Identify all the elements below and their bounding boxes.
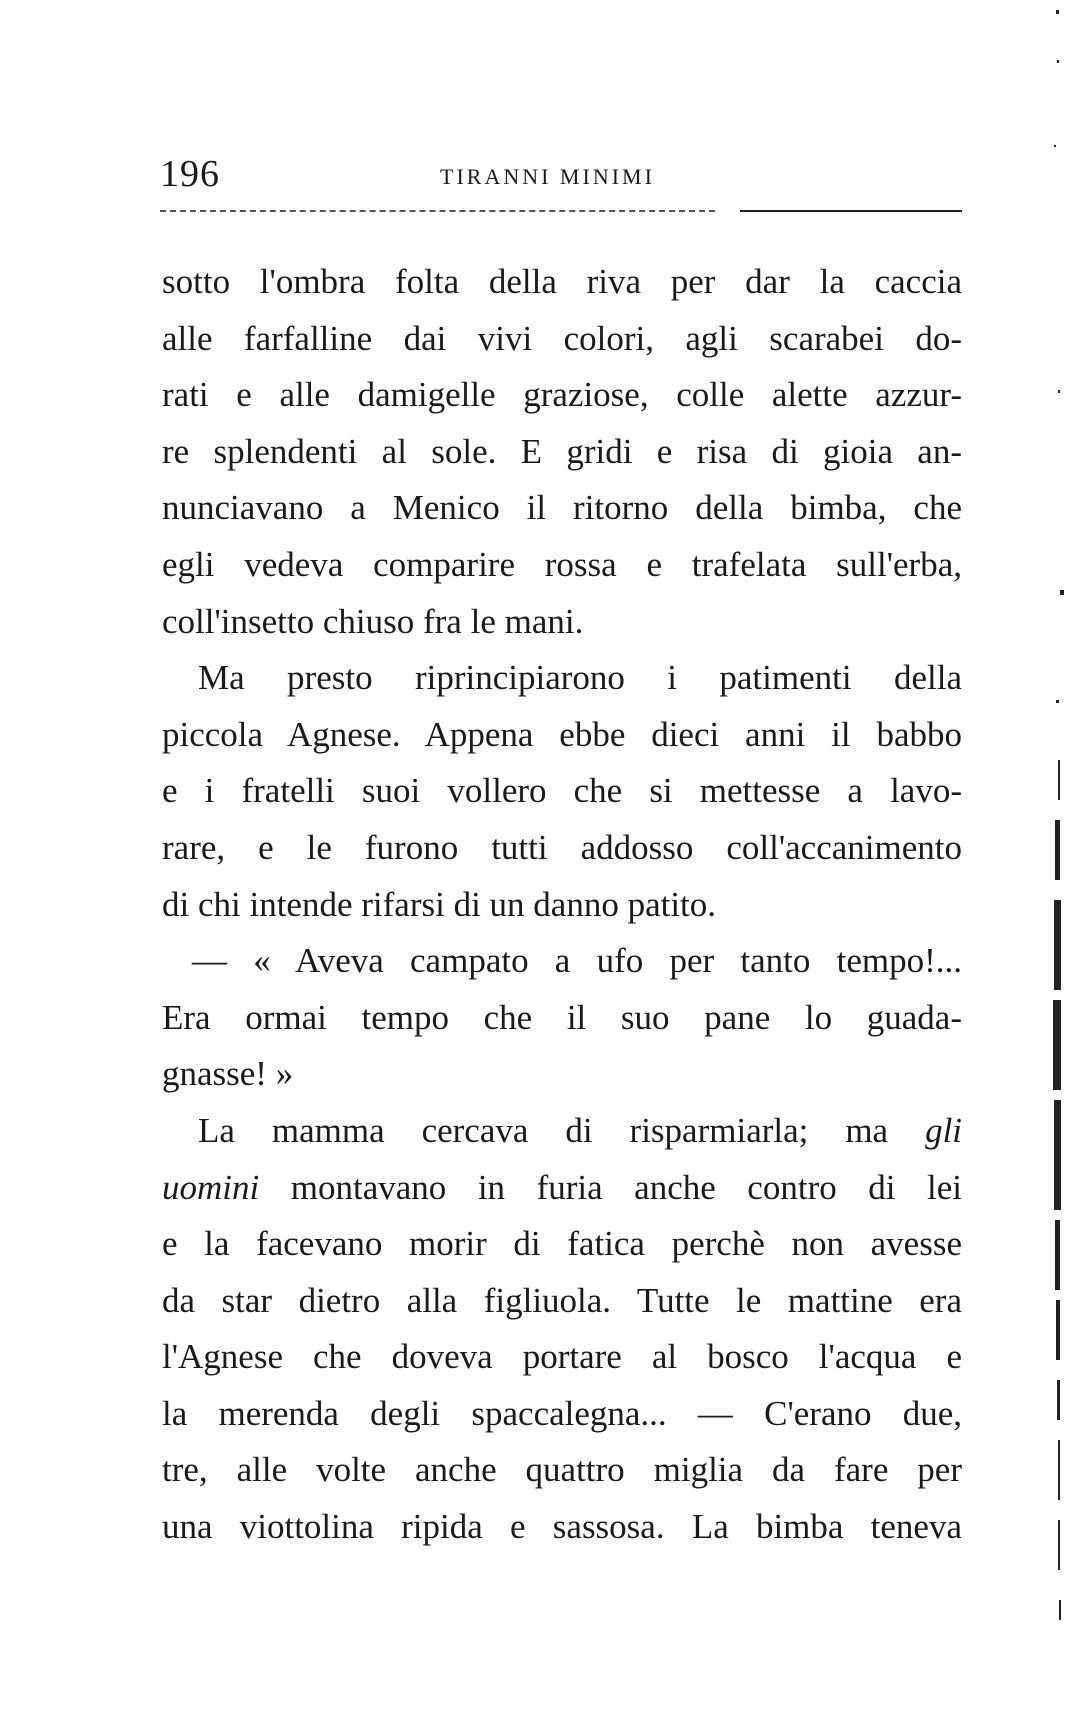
text-line bbox=[162, 1103, 962, 1160]
text-line: sotto l'ombra folta della riva per dar la caccia bbox=[162, 262, 962, 301]
header-rule-left bbox=[160, 210, 715, 212]
text-line: piccola Agnese. Appena ebbe dieci anni il babbo bbox=[162, 714, 962, 754]
body-text bbox=[162, 254, 962, 1556]
text-line: Ma presto riprincipiarono i patimenti della bbox=[198, 658, 962, 698]
text-line: una viottolina ripida e sassosa. La bimba teneva bbox=[162, 1507, 962, 1547]
text-line: — « Aveva campato a ufo per tanto tempo!... bbox=[192, 941, 962, 981]
text-line: rare, e le furono tutti addosso coll'accanimento bbox=[162, 827, 962, 867]
scan-edge-artifacts bbox=[1042, 0, 1066, 1716]
text-line: coll'insetto chiuso fra le mani. bbox=[162, 601, 584, 641]
text-line: la merenda degli spaccalegna... — C'erano due, bbox=[162, 1393, 962, 1433]
running-title: TIRANNI MINIMI bbox=[440, 164, 655, 189]
italic-text: gli bbox=[925, 1110, 963, 1150]
text-line bbox=[162, 1160, 962, 1217]
text-line: tre, alle volte anche quattro miglia da fare per bbox=[162, 1450, 962, 1490]
text-line: alle farfalline dai vivi colori, agli scarabei do- bbox=[162, 318, 962, 358]
text-line: nunciavano a Menico il ritorno della bimba, che bbox=[162, 488, 962, 528]
text-line: di chi intende rifarsi di un danno patito. bbox=[162, 884, 717, 924]
text-line: e i fratelli suoi vollero che si mettesse a lavo- bbox=[162, 771, 962, 811]
text-line: egli vedeva comparire rossa e trafelata sull'erba, bbox=[162, 544, 962, 584]
text-segment: montavano in furia anche contro di lei bbox=[290, 1167, 962, 1207]
text-line: gnasse! » bbox=[162, 1054, 294, 1094]
italic-text: uomini bbox=[162, 1167, 260, 1207]
text-line: re splendenti al sole. E gridi e risa di gioia an- bbox=[162, 431, 962, 471]
text-line: da star dietro alla figliuola. Tutte le mattine era bbox=[162, 1280, 962, 1320]
text-line: l'Agnese che doveva portare al bosco l'acqua e bbox=[162, 1337, 962, 1377]
page-number: 196 bbox=[160, 153, 220, 195]
text-line: e la facevano morir di fatica perchè non avesse bbox=[162, 1224, 962, 1264]
text-line: Era ormai tempo che il suo pane lo guada- bbox=[162, 997, 962, 1037]
header-rule-right bbox=[740, 210, 962, 212]
text-line: rati e alle damigelle graziose, colle alette azzur- bbox=[162, 375, 962, 415]
text-segment: La mamma cercava di risparmiarla; ma bbox=[198, 1110, 889, 1150]
